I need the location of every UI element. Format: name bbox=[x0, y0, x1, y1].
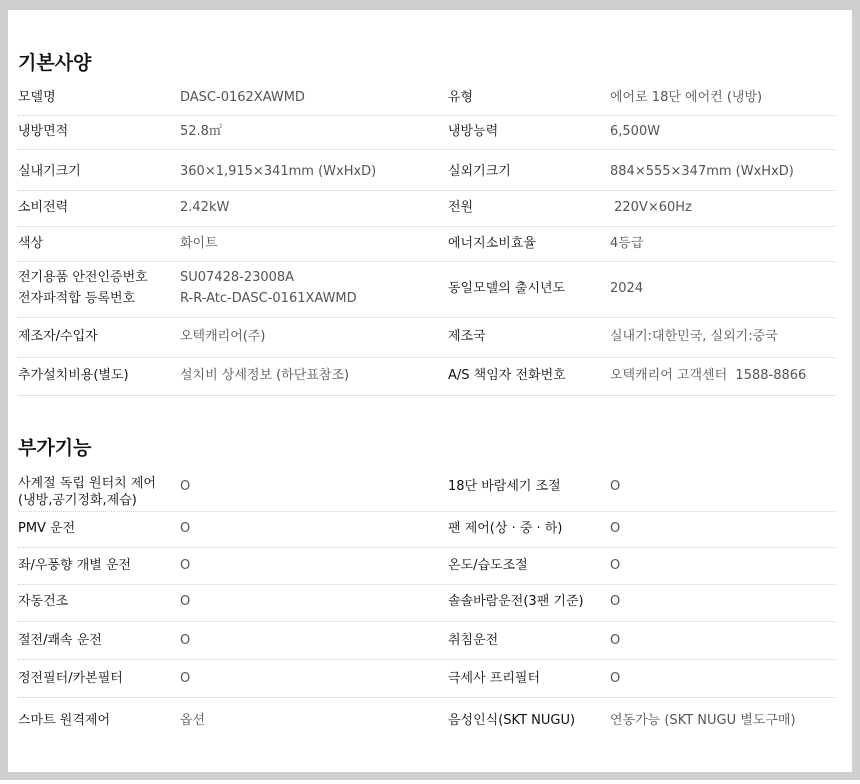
value-outdoor-size: 884×555×347mm (WxHxD) bbox=[610, 164, 794, 179]
value-power-consumption: 2.42kW bbox=[180, 200, 230, 215]
spec-row-power bbox=[18, 191, 836, 227]
label-install-cost: 추가설치비용(별도) bbox=[18, 368, 129, 383]
spec-row-size bbox=[18, 150, 836, 191]
value-power-supply: 220V×60Hz bbox=[610, 200, 692, 215]
label-fan-speed-18: 18단 바람세기 조절 bbox=[448, 479, 561, 494]
label-manufacturer: 제조자/수입자 bbox=[18, 329, 98, 344]
label-indoor-size: 실내기크기 bbox=[18, 164, 81, 179]
value-eco-turbo: O bbox=[180, 633, 191, 648]
label-country: 제조국 bbox=[448, 329, 486, 344]
spec-row-certification bbox=[18, 262, 836, 318]
label-swing-individual: 좌/우풍향 개별 운전 bbox=[18, 558, 132, 573]
value-gentle-breeze: O bbox=[610, 594, 621, 609]
spec-row-model bbox=[18, 82, 836, 116]
spec-row-area bbox=[18, 116, 836, 150]
label-as-phone: A/S 책임자 전화번호 bbox=[448, 368, 566, 383]
label-eco-turbo: 절전/쾌속 운전 bbox=[18, 633, 102, 648]
feature-row-4 bbox=[18, 585, 836, 622]
feature-row-5 bbox=[18, 622, 836, 660]
value-sleep-mode: O bbox=[610, 633, 621, 648]
label-power-consumption: 소비전력 bbox=[18, 200, 69, 215]
feature-row-1 bbox=[18, 469, 836, 512]
value-manufacturer: 오텍캐리어(주) bbox=[180, 329, 266, 344]
value-energy-efficiency: 4등급 bbox=[610, 236, 644, 251]
label-outdoor-size: 실외기크기 bbox=[448, 164, 511, 179]
label-voice-recognition: 음성인식(SKT NUGU) bbox=[448, 713, 576, 728]
value-color: 화이트 bbox=[180, 236, 218, 251]
label-auto-dry: 자동건조 bbox=[18, 594, 69, 609]
label-four-season-control: 사계절 독립 원터치 제어 bbox=[18, 476, 156, 491]
label-safety-cert: 전기용품 안전인증번호 bbox=[18, 270, 148, 285]
value-temp-humidity: O bbox=[610, 558, 621, 573]
value-type: 에어로 18단 에어컨 (냉방) bbox=[610, 90, 763, 105]
value-fan-control: O bbox=[610, 521, 621, 536]
label-static-carbon-filter: 정전필터/카본필터 bbox=[18, 671, 123, 686]
label-power-supply: 전원 bbox=[448, 200, 474, 215]
label-cooling-capacity: 냉방능력 bbox=[448, 124, 499, 139]
value-release-year: 2024 bbox=[610, 281, 644, 296]
feature-row-2 bbox=[18, 512, 836, 548]
value-safety-cert: SU07428-23008A bbox=[180, 270, 295, 285]
label-emc-reg: 전자파적합 등록번호 bbox=[18, 291, 136, 306]
value-as-phone: 오텍캐리어 고객센터 1588-8866 bbox=[610, 368, 807, 383]
value-cooling-capacity: 6,500W bbox=[610, 124, 661, 139]
label-temp-humidity: 온도/습도조절 bbox=[448, 558, 528, 573]
label-sleep-mode: 취침운전 bbox=[448, 633, 499, 648]
basic-spec-title: 기본사양 bbox=[18, 52, 92, 74]
label-energy-efficiency: 에너지소비효율 bbox=[448, 236, 536, 251]
label-color: 색상 bbox=[18, 236, 44, 251]
value-microfiber-prefilter: O bbox=[610, 671, 621, 686]
label-gentle-breeze: 솔솔바람운전(3팬 기준) bbox=[448, 594, 584, 609]
value-smart-remote: 옵션 bbox=[180, 713, 206, 728]
label-fan-control: 팬 제어(상 · 중 · 하) bbox=[448, 521, 563, 536]
value-voice-recognition: 연동가능 (SKT NUGU 별도구매) bbox=[610, 713, 796, 728]
spec-row-manufacturer bbox=[18, 318, 836, 358]
value-auto-dry: O bbox=[180, 594, 191, 609]
label-smart-remote: 스마트 원격제어 bbox=[18, 713, 111, 728]
value-install-cost: 설치비 상세정보 (하단표참조) bbox=[180, 368, 350, 383]
label-pmv: PMV 운전 bbox=[18, 521, 76, 536]
label-cooling-area: 냉방면적 bbox=[18, 124, 69, 139]
value-cooling-area: 52.8㎡ bbox=[180, 124, 222, 139]
value-swing-individual: O bbox=[180, 558, 191, 573]
label-microfiber-prefilter: 극세사 프리필터 bbox=[448, 671, 541, 686]
label-release-year: 동일모델의 출시년도 bbox=[448, 281, 566, 296]
value-pmv: O bbox=[180, 521, 191, 536]
feature-row-3 bbox=[18, 548, 836, 585]
label-four-season-modes: (냉방,공기정화,제습) bbox=[18, 493, 137, 508]
extra-features-title: 부가기능 bbox=[18, 437, 92, 459]
value-four-season-control: O bbox=[180, 479, 191, 494]
value-fan-speed-18: O bbox=[610, 479, 621, 494]
value-static-carbon-filter: O bbox=[180, 671, 191, 686]
spec-row-install bbox=[18, 358, 836, 396]
label-model: 모델명 bbox=[18, 90, 56, 105]
value-country: 실내기:대한민국, 실외기:중국 bbox=[610, 329, 778, 344]
feature-row-6 bbox=[18, 660, 836, 698]
value-emc-reg: R-R-Atc-DASC-0161XAWMD bbox=[180, 291, 357, 306]
label-type: 유형 bbox=[448, 90, 474, 105]
value-indoor-size: 360×1,915×341mm (WxHxD) bbox=[180, 164, 377, 179]
spec-row-color bbox=[18, 227, 836, 262]
feature-row-7 bbox=[18, 698, 836, 742]
value-model: DASC-0162XAWMD bbox=[180, 90, 305, 105]
